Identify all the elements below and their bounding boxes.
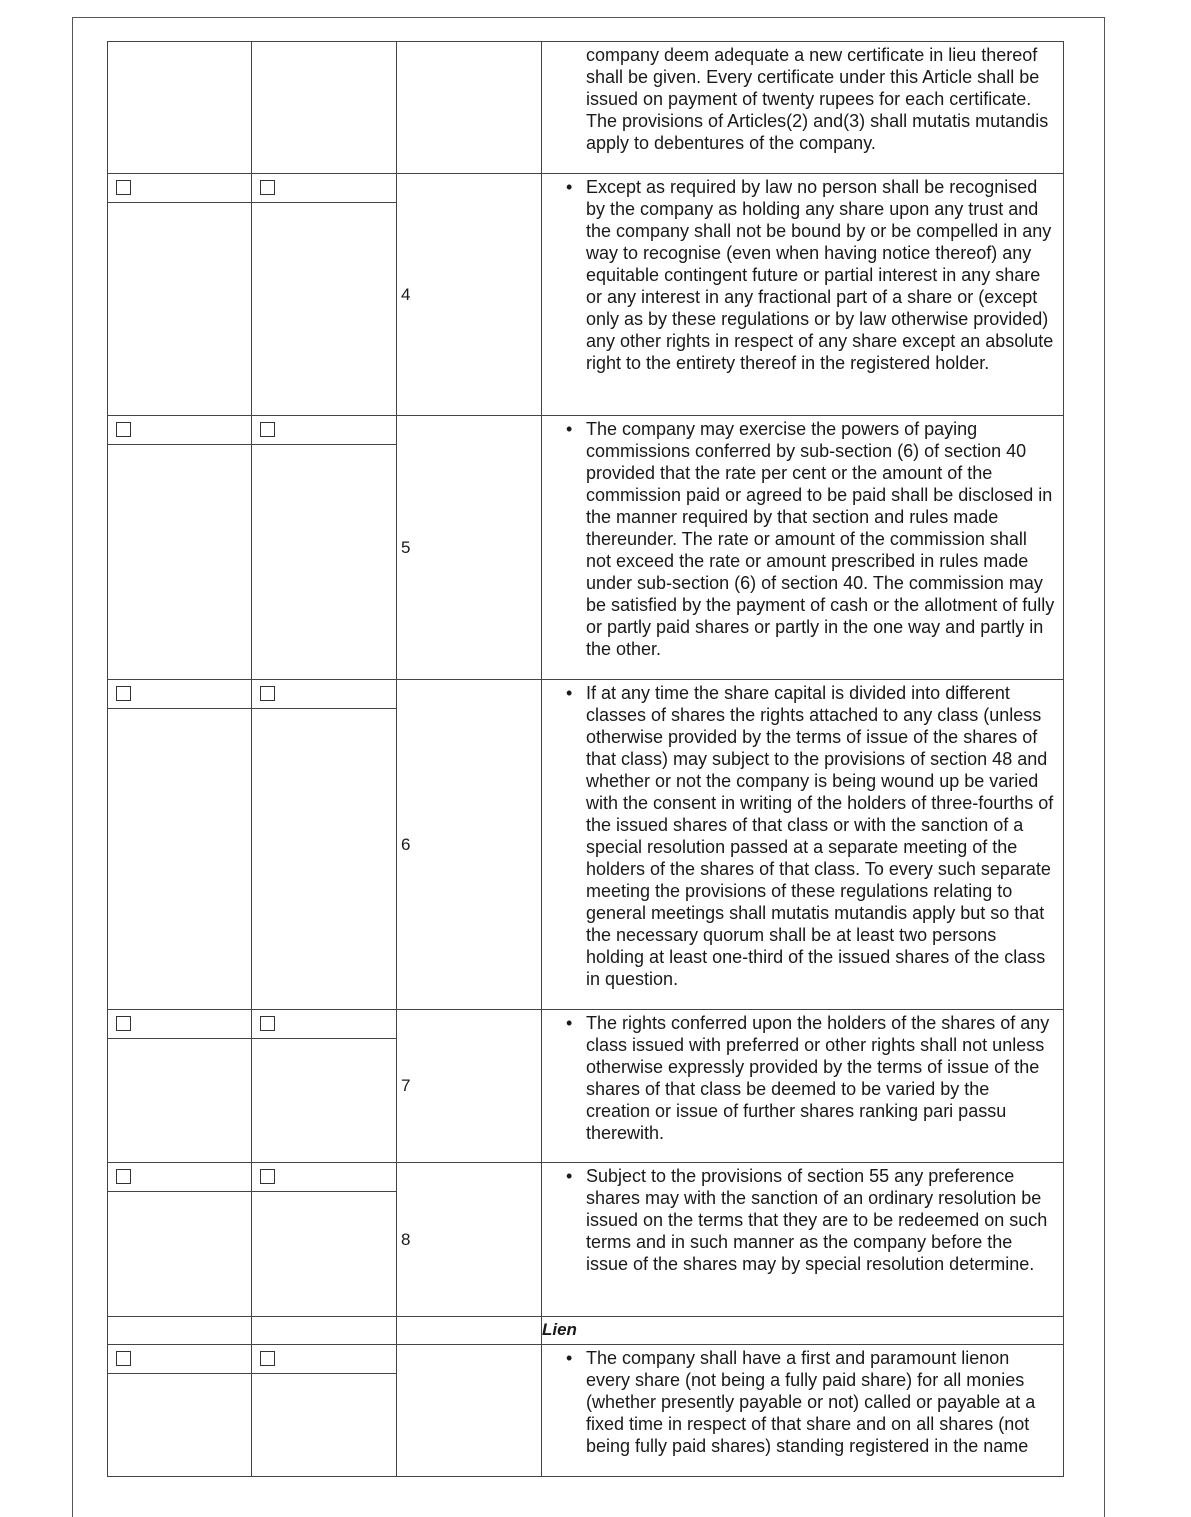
table-row [108, 680, 1064, 1010]
checkbox-2[interactable] [260, 422, 275, 437]
table-row [108, 1163, 1064, 1317]
article-text: • If at any time the share capital is divided into different classes of shares the rights attached to any class (unless otherwise provided by the terms of issue of the shares of that class) may subject to the provisions of section 48 and whether or not the company is being wound up be varied with the consent in writing of the holders of three-fourths of the issued shares of that class or with the sanction of a special resolution passed at a separate meeting of the holders of the shares of that class. To every such separate meeting the provisions of these regulations relating to general meetings shall mutatis mutandis apply but so that the necessary quorum shall be at least two persons holding at least one-third of the issued shares of the class in question. [542, 680, 1063, 994]
article-text: company deem adequate a new certificate in lieu thereof shall be given. Every certificate under this Article shall be issued on payment of twenty rupees for each certificate. The provisions of Articles(2) and(3) shall mutatis mutandis apply to debentures of the company. [586, 45, 1049, 153]
checkbox-1[interactable] [116, 1016, 131, 1031]
article-number: 5 [397, 416, 542, 680]
checkbox-1[interactable] [116, 686, 131, 701]
checkbox-2[interactable] [260, 1016, 275, 1031]
article-number: 7 [397, 1010, 542, 1163]
checkbox-1[interactable] [116, 422, 131, 437]
table-row [108, 42, 1064, 174]
checkbox-1[interactable] [116, 180, 131, 195]
article-text: • Except as required by law no person shall be recognised by the company as holding any share upon any trust and the company shall not be bound by or be compelled in any way to recognise (even when having notice thereof) any equitable contingent future or partial interest in any share or any interest in any fractional part of a share or (except only as by these regulations or by law otherwise provided) any other rights in respect of any share except an absolute right to the entirety thereof in the registered holder. [542, 174, 1063, 378]
article-number: 6 [397, 680, 542, 1010]
articles-table [107, 41, 1064, 1477]
article-number [397, 1345, 542, 1477]
checkbox-2[interactable] [260, 180, 275, 195]
checkbox-2[interactable] [260, 1351, 275, 1366]
table-row [108, 416, 1064, 680]
article-text: • The company shall have a first and paramount lienon every share (not being a fully paid share) for all monies (whether presently payable or not) called or payable at a fixed time in respect of that share and on all shares (not being fully paid shares) standing registered in the name [542, 1345, 1063, 1461]
article-number: 4 [397, 174, 542, 416]
article-text: • The rights conferred upon the holders of the shares of any class issued with preferred or other rights shall not unless otherwise expressly provided by the terms of issue of the shares of that class be deemed to be varied by the creation or issue of further shares ranking pari passu therewith. [542, 1010, 1063, 1148]
article-number [397, 42, 542, 174]
article-number: 8 [397, 1163, 542, 1317]
table-row [108, 1345, 1064, 1477]
table-row [108, 174, 1064, 416]
table-row [108, 1317, 1064, 1345]
section-heading: Lien [542, 1320, 577, 1339]
checkbox-2[interactable] [260, 1169, 275, 1184]
table-row [108, 1010, 1064, 1163]
article-text: • The company may exercise the powers of paying commissions conferred by sub-section (6) of section 40 provided that the rate per cent or the amount of the commission paid or agreed to be paid shall be disclosed in the manner required by that section and rules made thereunder. The rate or amount of the commission shall not exceed the rate or amount prescribed in rules made under sub-section (6) of section 40. The commission may be satisfied by the payment of cash or the allotment of fully or partly paid shares or partly in the one way and partly in the other. [542, 416, 1063, 664]
checkbox-1[interactable] [116, 1351, 131, 1366]
checkbox-1[interactable] [116, 1169, 131, 1184]
article-text: • Subject to the provisions of section 55 any preference shares may with the sanction of an ordinary resolution be issued on the terms that they are to be redeemed on such terms and in such manner as the company before the issue of the shares may by special resolution determine. [542, 1163, 1063, 1279]
checkbox-2[interactable] [260, 686, 275, 701]
